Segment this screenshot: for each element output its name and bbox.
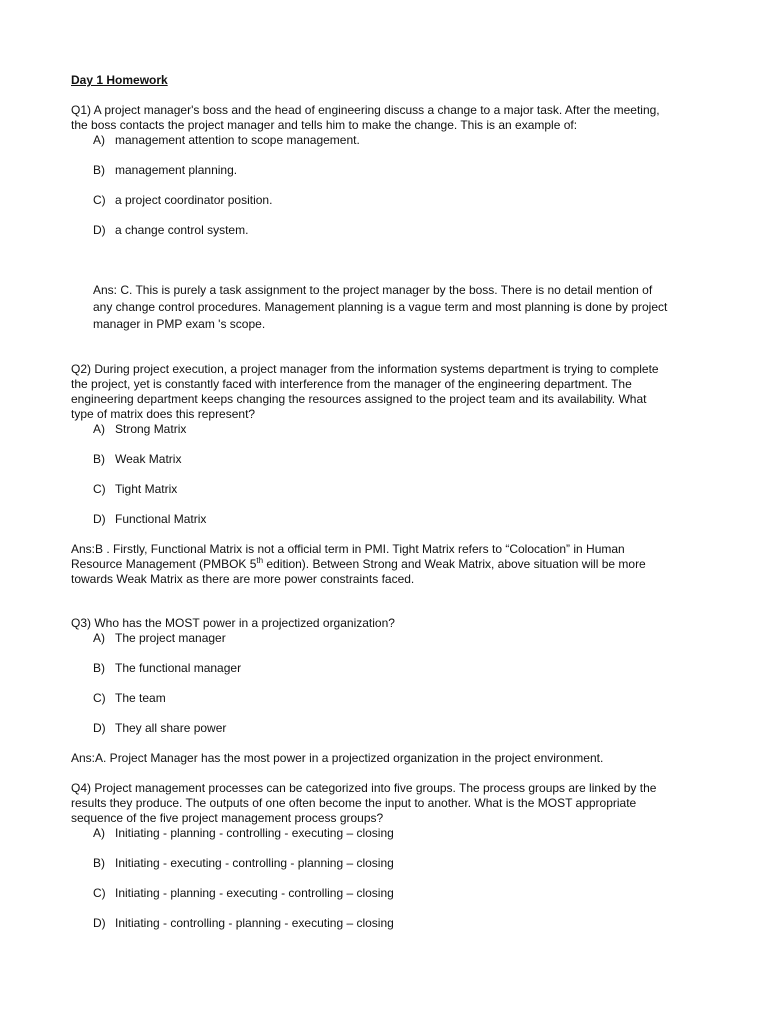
question-1-answer-line-2: any change control procedures. Management planning is a vague term and most planning is done by project: [93, 300, 668, 314]
question-3-line-1: Q3) Who has the MOST power in a projectized organization?: [71, 616, 395, 630]
question-4-line-2: results they produce. The outputs of one often become the input to another. What is the MOST appropriate: [71, 796, 637, 810]
question-4-line-3: sequence of the five project management process groups?: [71, 811, 384, 825]
option-letter: B): [93, 163, 105, 177]
question-2-line-2: the project, yet is constantly faced with interference from the manager of the engineering department. The: [71, 377, 632, 391]
question-3-option-b: [93, 661, 241, 676]
option-text: Weak Matrix: [115, 452, 182, 466]
question-4-option-c: [93, 886, 394, 901]
ordinal-suffix: th: [256, 556, 264, 565]
option-text: Functional Matrix: [115, 512, 207, 526]
question-4-line-1: Q4) Project management processes can be categorized into five groups. The process groups are linked by the: [71, 781, 657, 795]
question-2-answer-line-1: Ans:B . Firstly, Functional Matrix is not a official term in PMI. Tight Matrix refers to “Colocation” in Human: [71, 542, 625, 556]
answer-text: Resource Management (PMBOK 5: [71, 557, 257, 571]
question-1-option-c: [93, 193, 272, 208]
option-letter: C): [93, 886, 106, 900]
option-letter: A): [93, 133, 105, 147]
option-letter: A): [93, 422, 105, 436]
option-letter: B): [93, 856, 105, 870]
option-text: Initiating - planning - executing - controlling – closing: [115, 886, 394, 900]
page-title: Day 1 Homework: [71, 73, 168, 87]
question-4-option-d: [93, 916, 394, 931]
option-text: The team: [115, 691, 166, 705]
option-text: The project manager: [115, 631, 226, 645]
question-2-answer-line-3: towards Weak Matrix as there are more power constraints faced.: [71, 572, 415, 586]
question-1-line-1: Q1) A project manager's boss and the head of engineering discuss a change to a major task. After the meeting,: [71, 103, 660, 117]
option-text: The functional manager: [115, 661, 242, 675]
option-text: Tight Matrix: [115, 482, 178, 496]
question-3-option-a: [93, 631, 226, 646]
question-1-answer-line-3: manager in PMP exam 's scope.: [93, 317, 266, 331]
option-text: management attention to scope management.: [115, 133, 360, 147]
option-letter: C): [93, 482, 106, 496]
question-2-option-a: [93, 422, 186, 437]
question-3-option-c: [93, 691, 166, 706]
question-4-option-b: [93, 856, 394, 871]
question-2-option-c: [93, 482, 177, 497]
option-letter: A): [93, 631, 105, 645]
question-1-option-b: [93, 163, 237, 178]
option-letter: D): [93, 916, 106, 930]
option-text: Initiating - controlling - planning - executing – closing: [115, 916, 394, 930]
option-text: Strong Matrix: [115, 422, 187, 436]
option-letter: D): [93, 512, 106, 526]
option-letter: B): [93, 661, 105, 675]
question-3-option-d: [93, 721, 226, 736]
question-3-answer: Ans:A. Project Manager has the most power in a projectized organization in the project environment.: [71, 751, 604, 765]
option-letter: B): [93, 452, 105, 466]
option-letter: D): [93, 223, 106, 237]
option-text: They all share power: [115, 721, 227, 735]
question-1-line-2: the boss contacts the project manager and tells him to make the change. This is an example of:: [71, 118, 578, 132]
question-2-option-d: [93, 512, 206, 527]
option-letter: A): [93, 826, 105, 840]
option-text: management planning.: [115, 163, 238, 177]
question-2-line-4: type of matrix does this represent?: [71, 407, 256, 421]
option-text: Initiating - executing - controlling - planning – closing: [115, 856, 394, 870]
option-letter: D): [93, 721, 106, 735]
question-1-answer-line-1: Ans: C. This is purely a task assignment to the project manager by the boss. There is no detail mention of: [93, 283, 653, 297]
question-2-line-1: Q2) During project execution, a project manager from the information systems department is trying to complete: [71, 362, 659, 376]
question-4-option-a: [93, 826, 394, 841]
question-1-option-a: [93, 133, 360, 148]
option-text: Initiating - planning - controlling - executing – closing: [115, 826, 394, 840]
option-letter: C): [93, 193, 106, 207]
option-text: a project coordinator position.: [115, 193, 273, 207]
answer-text: edition). Between Strong and Weak Matrix, above situation will be more: [263, 557, 646, 571]
question-2-line-3: engineering department keeps changing the resources assigned to the project team and its availability. What: [71, 392, 647, 406]
option-text: a change control system.: [115, 223, 249, 237]
question-2-option-b: [93, 452, 181, 467]
question-2-answer-line-2: [71, 557, 646, 572]
question-1-option-d: [93, 223, 248, 238]
option-letter: C): [93, 691, 106, 705]
